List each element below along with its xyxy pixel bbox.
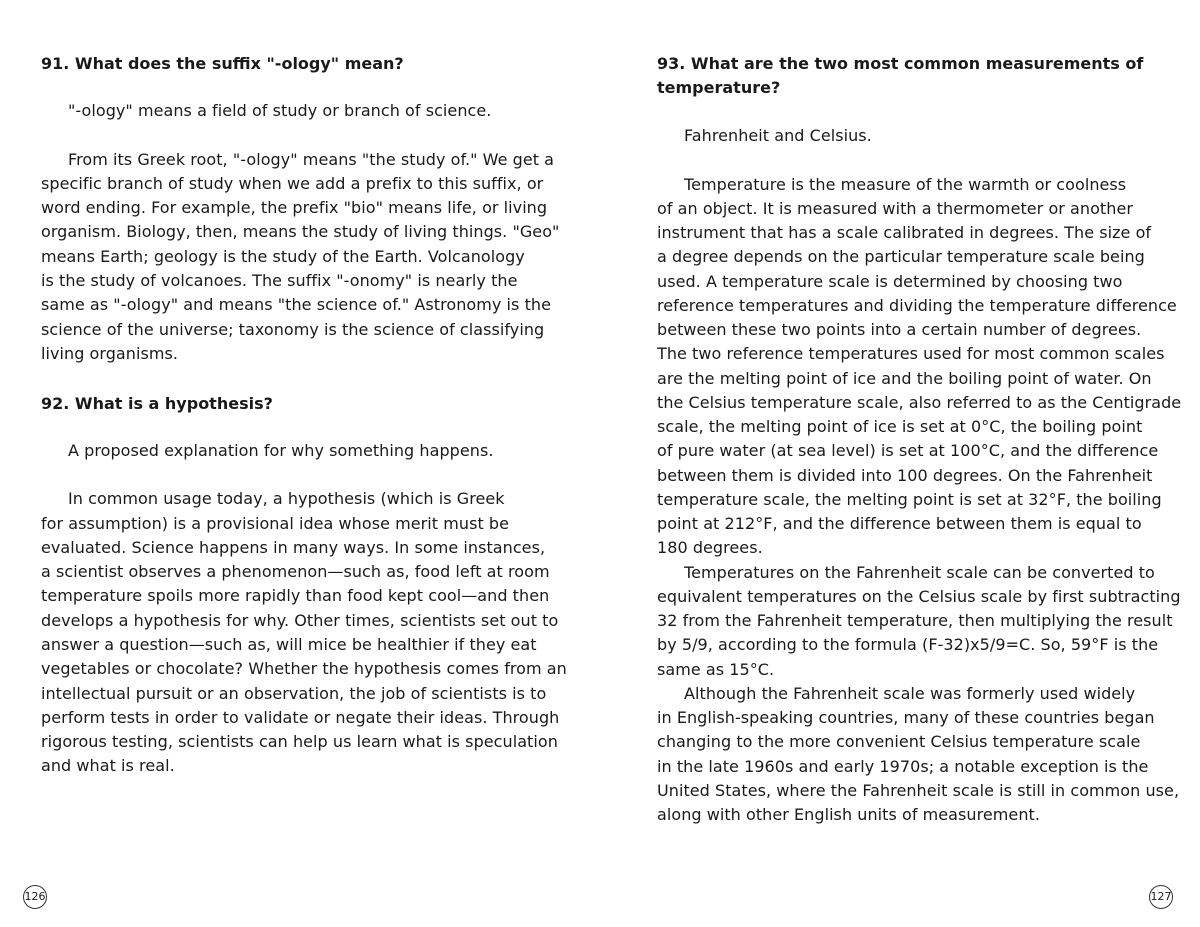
body-line: temperature spoils more rapidly than food kept cool—and then [41,586,550,605]
body-line: evaluated. Science happens in many ways. In some instances, [41,538,546,557]
body-line: for assumption) is a provisional idea whose merit must be [41,514,510,533]
right-page [600,0,1200,927]
body-line: means Earth; geology is the study of the Earth. Volcanology [41,247,525,266]
body-line: living organisms. [41,344,179,363]
body-line: vegetables or chocolate? Whether the hypothesis comes from an [41,659,567,678]
body-line: Temperatures on the Fahrenheit scale can be converted to [684,563,1155,582]
body-line: between these two points into a certain number of degrees. [657,320,1142,339]
body-line: same as "-ology" and means "the science of." Astronomy is the [41,295,551,314]
body-line: used. A temperature scale is determined by choosing two [657,272,1123,291]
body-line: is the study of volcanoes. The suffix "-onomy" is nearly the [41,271,518,290]
body-line: science of the universe; taxonomy is the science of classifying [41,320,545,339]
body-line: reference temperatures and dividing the temperature difference [657,296,1177,315]
body-line: 180 degrees. [657,538,763,557]
body-line: along with other English units of measurement. [657,805,1040,824]
body-line: United States, where the Fahrenheit scale is still in common use, [657,781,1180,800]
question-92-heading: 92. What is a hypothesis? [41,394,273,413]
body-line: in English-speaking countries, many of these countries began [657,708,1155,727]
body-line: a degree depends on the particular temperature scale being [657,247,1145,266]
question-93-heading-line2: temperature? [657,78,781,97]
body-line: the Celsius temperature scale, also referred to as the Centigrade [657,393,1182,412]
page-number-right: 127 [1149,885,1173,909]
question-91-heading: 91. What does the suffix "-ology" mean? [41,54,404,73]
answer-93: Fahrenheit and Celsius. [684,126,872,145]
body-line: specific branch of study when we add a prefix to this suffix, or [41,174,544,193]
body-line: rigorous testing, scientists can help us learn what is speculation [41,732,558,751]
body-line: of an object. It is measured with a thermometer or another [657,199,1133,218]
body-line: are the melting point of ice and the boiling point of water. On [657,369,1152,388]
body-line: and what is real. [41,756,175,775]
body-line: same as 15°C. [657,660,775,679]
body-line: instrument that has a scale calibrated in degrees. The size of [657,223,1152,242]
body-line: answer a question—such as, will mice be healthier if they eat [41,635,537,654]
body-line: Temperature is the measure of the warmth or coolness [684,175,1127,194]
page-number-left: 126 [23,885,47,909]
body-line: point at 212°F, and the difference between them is equal to [657,514,1142,533]
body-line: The two reference temperatures used for most common scales [657,344,1165,363]
question-93-heading-line1: 93. What are the two most common measurements of [657,54,1144,73]
body-line: temperature scale, the melting point is set at 32°F, the boiling [657,490,1162,509]
body-line: by 5/9, according to the formula (F-32)x5/9=C. So, 59°F is the [657,635,1159,654]
body-line: organism. Biology, then, means the study of living things. "Geo" [41,222,560,241]
body-line: develops a hypothesis for why. Other times, scientists set out to [41,611,559,630]
body-line: From its Greek root, "-ology" means "the study of." We get a [68,150,555,169]
answer-92: A proposed explanation for why something happens. [68,441,494,460]
body-line: perform tests in order to validate or negate their ideas. Through [41,708,560,727]
body-line: 32 from the Fahrenheit temperature, then multiplying the result [657,611,1173,630]
body-line: of pure water (at sea level) is set at 100°C, and the difference [657,441,1159,460]
body-line: scale, the melting point of ice is set at 0°C, the boiling point [657,417,1143,436]
body-line: equivalent temperatures on the Celsius scale by first subtracting [657,587,1181,606]
body-line: word ending. For example, the prefix "bio" means life, or living [41,198,548,217]
body-line: in the late 1960s and early 1970s; a notable exception is the [657,757,1149,776]
body-line: between them is divided into 100 degrees. On the Fahrenheit [657,466,1153,485]
answer-91: "-ology" means a field of study or branch of science. [68,101,492,120]
body-line: In common usage today, a hypothesis (which is Greek [68,489,505,508]
body-line: intellectual pursuit or an observation, the job of scientists is to [41,684,547,703]
body-line: a scientist observes a phenomenon—such as, food left at room [41,562,550,581]
body-line: changing to the more convenient Celsius temperature scale [657,732,1141,751]
body-line: Although the Fahrenheit scale was formerly used widely [684,684,1136,703]
